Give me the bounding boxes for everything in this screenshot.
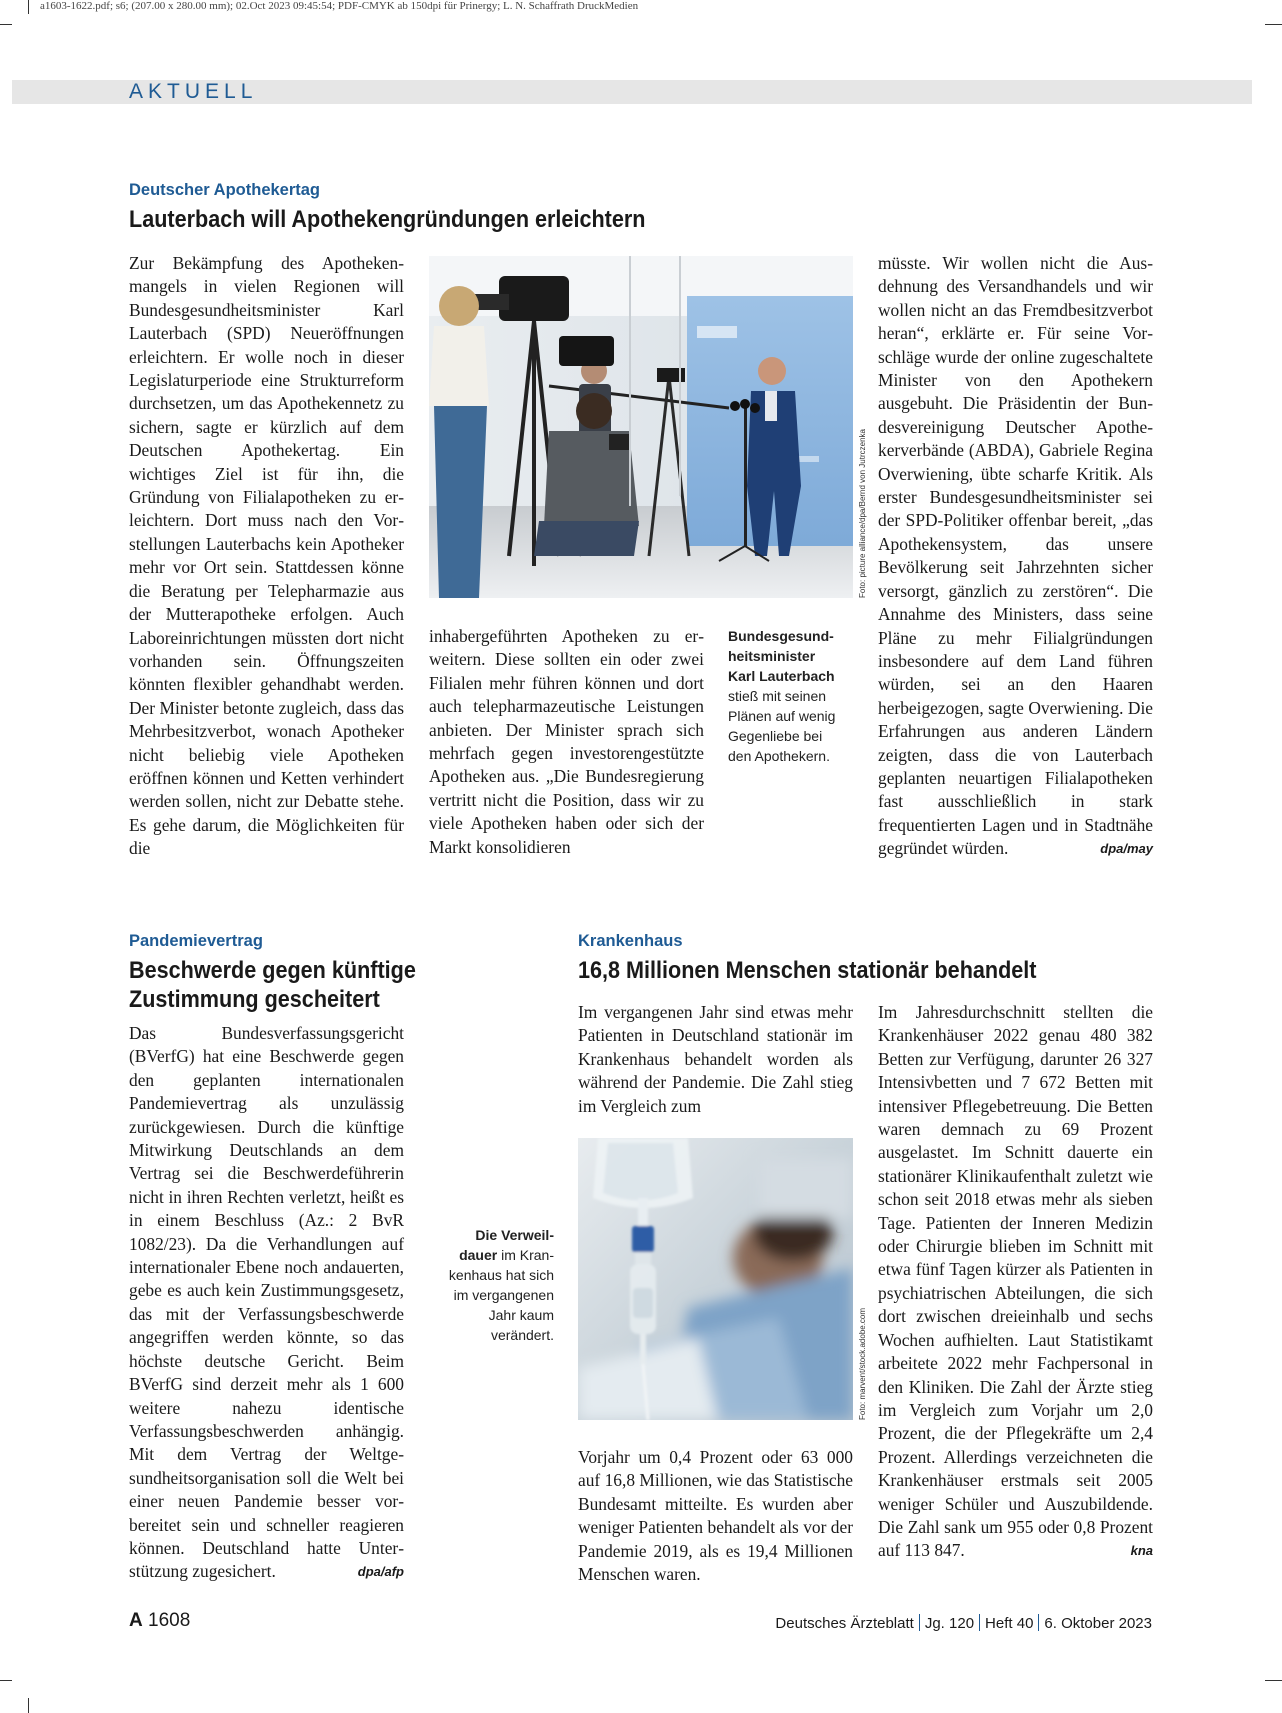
footer-separator [1038,1614,1039,1631]
crop-mark-bottom-left [0,1680,12,1681]
article3-caption-rest: im Krankenhaus hat sich im vergangenen Jahr kaum verändert. [448,1247,554,1343]
crop-mark-bottom-right [1265,1680,1282,1681]
crop-mark-top-right [1265,24,1282,25]
journal-footer [775,1614,1152,1632]
article1-kicker: Deutscher Apothekertag [129,181,321,199]
journal-volume: Jg. 120 [924,1615,975,1632]
section-label: AKTUELL [129,80,258,103]
page-number [129,1610,190,1632]
article1-col3-body: müsste. Wir wollen nicht die Ausdehnung des Versandhandels und wir wollen nicht an das Fremdbesitzverbot heran“, erklärte er. Für seine Vorschläge wurde der online zugeschaltete Minister von den Apothekern ausgebuht. Die Präsidentin der Bundesvereinigung Deutscher Apothekerverbände (ABDA), Gabriele Regina Overwiening, übte scharfe Kritik. Als erster Bundesgesundheitsminister sei der SPD-Politiker offenbar bereit, „das Apothekensystem, das unsere Bevölkerung seit Jahrzehnten sicher versorgt, gänzlich zu zerstören“. Die Annahme des Ministers, dass seine Pläne zu mehr Filialgründungen insbesondere auf dem Land führen würden, sei an den Haaren herbeigezogen, sagte Overwiening. Die Erfahrungen aus anderen Ländern zeigten, dass die von Lauterbach geplanten neuartigen Filialapotheken fast ausschließlich in stark frequentierten Lagen und in Stadtnähe gegründet würden. [878,253,1153,859]
article1-photo [429,256,853,598]
article3-caption [446,1225,554,1345]
article1-column-2 [429,625,704,859]
article3-photo [578,1138,853,1420]
article3-column-1-bottom [578,1446,853,1586]
journal-issue: Heft 40 [985,1615,1034,1632]
article1-caption-rest: stieß mit seinen Plänen auf wenig Gegenliebe bei den Apothekern. [728,688,836,764]
article1-column-1 [129,252,404,861]
page-number-value: 1608 [148,1610,191,1631]
article3-col1-bottom-text: Vorjahr um 0,4 Prozent oder 63 000 auf 16,8 Millionen, wie das Statistische Bundesamt mitteilte. Es wurden aber weniger Patienten behandelt als vor der Pandemie 2019, als es 19,4 Millionen Menschen waren. [578,1447,853,1585]
article2-headline-line2: Zustimmung gescheitert [129,986,380,1013]
article2-signature: dpa/afp [357,1564,404,1580]
crop-mark-top-left-v [28,0,29,14]
article3-column-1-top [578,1001,853,1118]
article3-column-2 [878,1001,1153,1563]
hospital-patient-photo-icon [578,1138,853,1420]
article1-col1-text: Zur Bekämpfung des Apothekenmangels in vielen Regionen will Bundesgesundheitsminister Karl Lauterbach (SPD) Neueröffnungen erleichtern. Er wolle noch in dieser Legislaturperiode eine Strukturreform durchsetzen, um das Apothekennetz zu sichern, sagte er kürzlich auf dem Deutschen Apothekertag. Ein wichtiges Ziel ist für ihn, die Gründung von Filialapotheken zu erleichtern. Dort muss nach den Vorstellungen Lauterbachs kein Apotheker mehr vor Ort sein. Stattdessen könne die Beratung per Telepharmazie aus der Mutterapotheke erfolgen. Auch Laboreinrichtungen müssten dort nicht vorhanden sein. Öffnungszeiten könnten flexibler gehandhabt werden. Der Minister betonte zugleich, dass das Mehrbesitzverbot, wonach Apotheker nicht beliebig viele Apotheken eröffnen können und Ketten verhindert werden sollen, nicht zur Debatte stehe. Es gehe darum, die Möglichkeiten für die [129,253,404,859]
footer-separator [979,1614,980,1631]
article1-headline: Lauterbach will Apothekengründungen erleichtern [129,206,646,233]
article3-signature: kna [1130,1543,1153,1559]
crop-mark-top-left [0,24,12,25]
article3-photo-credit: Foto: marvent/stock.adobe.com [858,1307,867,1420]
article2-kicker: Pandemievertrag [129,932,263,950]
article2-column [129,1022,404,1584]
article2-body-text [129,1022,404,1584]
article1-caption-bold: Bundesgesundheitsminister Karl Lauterbach [728,628,835,684]
footer-separator [919,1614,920,1631]
article3-col2-body: Im Jahresdurchschnitt stellten die Krankenhäuser 2022 genau 480 382 Betten zur Verfügung, darunter 26 327 Intensivbetten und 7 672 Betten mit intensiver Pflegebetreuung. Die Betten waren demnach zu 69 Prozent ausgelastet. Im Schnitt dauerte ein stationärer Klinikaufenthalt zuletzt wie schon seit 2018 etwas mehr als sieben Tage. Patienten der Inneren Medizin oder Chirurgie blieben im Schnitt mit etwa fünf Tagen kürzer als Patienten in psychiatrischen Abteilungen, die sich dort zwischen dreieinhalb und sechs Wochen aufhielten. Laut Statistikamt arbeitete 2022 mehr Fachpersonal in den Kliniken. Die Zahl der Ärzte stieg im Vergleich zum Vorjahr um 2,0 Prozent, die der Pflegekräfte um 2,4 Prozent. Allerdings verzeichneten die Krankenhäuser erstmals seit 2005 weniger Schüler und Auszubildende. Die Zahl sank um 955 oder 0,8 Prozent auf 113 847. [878,1002,1153,1561]
article3-kicker: Krankenhaus [578,932,683,950]
journal-date: 6. Oktober 2023 [1044,1615,1152,1632]
article1-col2-text: inhabergeführten Apotheken zu erweitern. Diese sollten ein oder zwei Filialen mehr führen können und dort auch telepharmazeutische Leistungen anbieten. Der Minister sprach sich mehrfach gegen investorengestützte Apotheken aus. „Die Bundesregierung vertritt nicht die Position, dass wir zu viele Apotheken haben oder sich der Markt konsolidieren [429,626,704,857]
page-prefix: A [129,1610,143,1631]
article3-col2-text [878,1001,1153,1563]
article3-headline: 16,8 Millionen Menschen stationär behandelt [578,957,1037,984]
article2-headline-line1: Beschwerde gegen künftige [129,957,416,984]
article1-photo-credit: Foto: picture alliance/dpa/Bernd von Jutrczenka [858,429,867,598]
print-info: a1603-1622.pdf; s6; (207.00 x 280.00 mm); 02.Oct 2023 09:45:54; PDF-CMYK ab 150dpi für Prinergy; L. N. Schaffrath DruckMedien [40,0,639,12]
article1-col3-text [878,252,1153,861]
article3-col1-top-text: Im vergangenen Jahr sind etwas mehr Patienten in Deutschland stationär im Krankenhaus behandelt worden als während der Pandemie. Die Zahl stieg im Vergleich zum [578,1002,853,1116]
article1-signature: dpa/may [1100,841,1153,857]
article2-body: Das Bundesverfassungsgericht (BVerfG) hat eine Beschwerde gegen den geplanten internationalen Pandemievertrag als unzulässig zurückgewiesen. Durch die künftige Mitwirkung Deutschlands an dem Vertrag sei die Beschwerdeführerin nicht in ihren Rechten verletzt, heißt es in einem Beschluss (Az.: 2 BvR 1082/23). Da die Verhandlungen auf internationaler Ebene noch andauerten, gebe es auch kein Zustimmungsgesetz, das mit der Verfassungsbeschwerde angegriffen werden könnte, so das höchste deutsche Gericht. Beim BVerfG sind derzeit mehr als 1 600 weitere nahezu identische Verfassungsbeschwerden anhängig. Mit dem Vertrag der Weltgesundheitsorganisation soll die Welt bei einer neuen Pandemie besser vorbereitet sein und schneller reagieren können. Deutschland hatte Unterstützung zugesichert. [129,1023,404,1582]
article1-column-3 [878,252,1153,861]
article1-caption [728,626,846,766]
press-conference-photo-icon [429,256,853,598]
journal-name: Deutsches Ärzteblatt [775,1615,914,1632]
crop-mark-bottom-left-v [28,1698,29,1713]
article3-caption-bold: Die Verweildauer [459,1227,554,1263]
